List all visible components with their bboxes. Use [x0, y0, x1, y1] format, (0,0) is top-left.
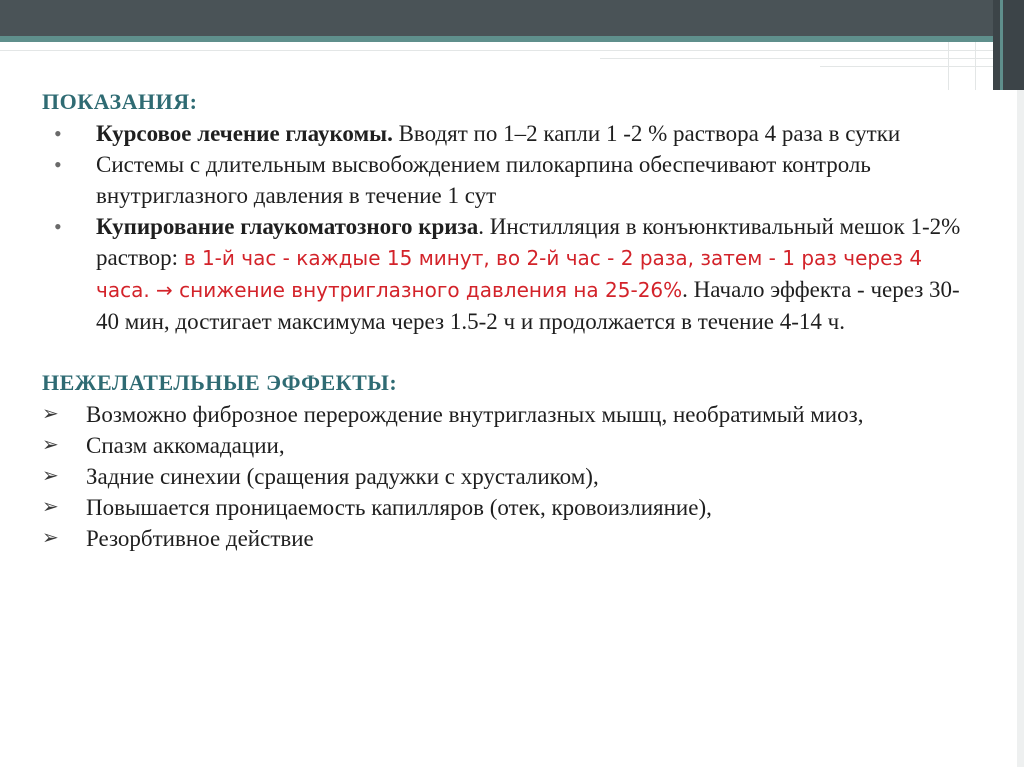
item-text: Системы с длительным высвобождением пилокарпина обеспечивают контроль внутриглазного давления в течение 1 сут	[96, 152, 871, 208]
decor-vline	[975, 42, 976, 90]
item-highlight: в 1-й час - каждые 15 минут, во 2-й час - 2 раза, затем - 1 раз через 4 часа. → снижение внутриглазного давления на 25-26%	[96, 246, 923, 302]
list-item	[42, 118, 982, 149]
indications-list	[42, 118, 982, 337]
bullet-dot: •	[54, 214, 62, 239]
list-item	[42, 149, 982, 211]
slide-content	[42, 86, 982, 554]
list-item	[42, 211, 982, 337]
list-item	[42, 461, 982, 492]
slide-right-edge	[1017, 90, 1024, 767]
bullet-arrow-icon: ➢	[42, 465, 59, 487]
list-item	[42, 430, 982, 461]
slide-corner-band	[993, 0, 1024, 90]
slide-top-bar	[0, 0, 1024, 36]
decor-vline	[948, 42, 949, 90]
item-text: Возможно фиброзное перерождение внутриглазных мышц, необратимый миоз,	[86, 402, 864, 427]
item-text: . Инстилляция в конъюнктивальный мешок 1-2% раствор:	[96, 214, 961, 270]
bullet-dot: •	[54, 121, 62, 146]
bullet-arrow-icon: ➢	[42, 527, 59, 549]
bullet-arrow-icon: ➢	[42, 434, 59, 456]
decor-line	[0, 50, 993, 51]
item-bold: Курсовое лечение глаукомы.	[96, 121, 393, 146]
bullet-arrow-icon: ➢	[42, 496, 59, 518]
indications-heading: ПОКАЗАНИЯ:	[42, 89, 198, 114]
item-text: Вводят по 1–2 капли 1 -2 % раствора 4 раза в сутки	[392, 121, 901, 146]
item-tail: . Начало эффекта - через 30-40 мин, достигает максимума через 1.5-2 ч и продолжается в течение 4-14 ч.	[96, 277, 960, 334]
list-item	[42, 399, 982, 430]
side-effects-heading: НЕЖЕЛАТЕЛЬНЫЕ ЭФФЕКТЫ:	[42, 370, 398, 395]
item-text: Резорбтивное действие	[86, 526, 314, 551]
decor-line	[820, 66, 993, 67]
bullet-dot: •	[54, 152, 62, 177]
slide-corner-accent	[1000, 0, 1003, 90]
item-bold: Купирование глаукоматозного криза	[96, 214, 479, 239]
list-item	[42, 523, 982, 554]
bullet-arrow-icon: ➢	[42, 403, 59, 425]
item-text: Задние синехии (сращения радужки с хрусталиком),	[86, 464, 599, 489]
item-text: Повышается проницаемость капилляров (отек, кровоизлияние),	[86, 495, 712, 520]
slide-accent-stripe	[0, 36, 1024, 42]
side-effects-list	[42, 399, 982, 554]
item-text: Спазм аккомадации,	[86, 433, 285, 458]
list-item	[42, 492, 982, 523]
decor-line	[600, 58, 993, 59]
